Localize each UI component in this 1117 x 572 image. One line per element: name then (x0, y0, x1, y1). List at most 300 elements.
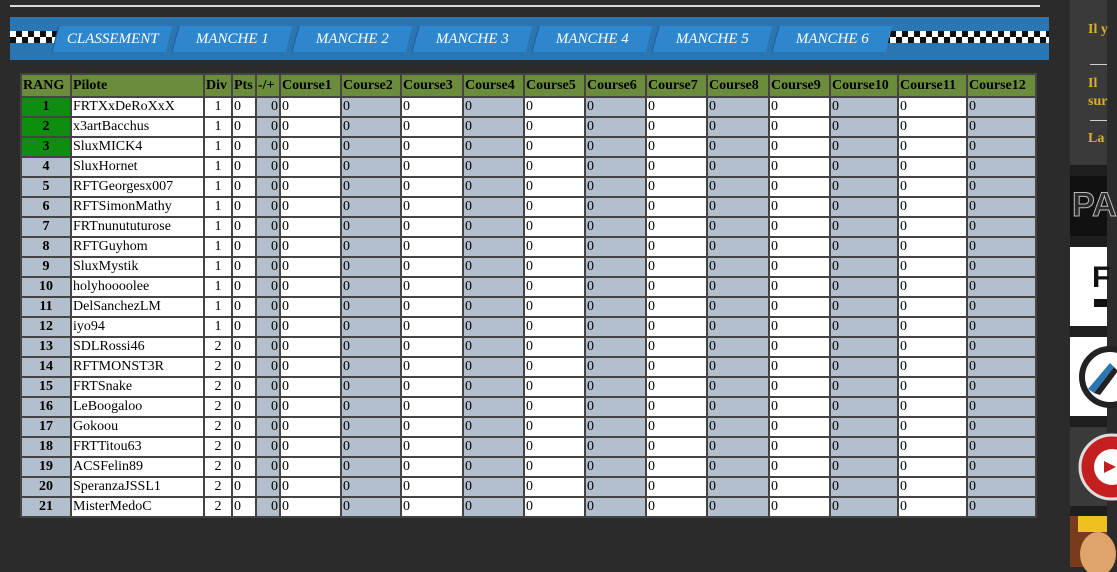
course-cell: 0 (830, 117, 898, 137)
pilot-cell: SluxMICK4 (71, 137, 204, 157)
course-cell: 0 (898, 257, 967, 277)
course-cell: 0 (341, 457, 401, 477)
course-cell: 0 (341, 177, 401, 197)
course-cell: 0 (524, 277, 585, 297)
course-cell: 0 (341, 117, 401, 137)
course-cell: 0 (707, 317, 769, 337)
checkered-flag-strip (10, 31, 60, 43)
course-cell: 0 (585, 477, 646, 497)
pilot-cell: SperanzaJSSL1 (71, 477, 204, 497)
table-row (21, 237, 1036, 257)
course-cell: 0 (524, 117, 585, 137)
course-cell: 0 (585, 357, 646, 377)
course-cell: 0 (341, 437, 401, 457)
diff-cell: 0 (256, 417, 280, 437)
course-cell: 0 (341, 277, 401, 297)
course-cell: 0 (830, 237, 898, 257)
course-cell: 0 (401, 277, 463, 297)
pilot-cell: RFTGeorgesx007 (71, 177, 204, 197)
column-header-course5: Course5 (524, 74, 585, 97)
course-cell: 0 (967, 257, 1036, 277)
points-cell: 0 (232, 177, 256, 197)
table-row (21, 297, 1036, 317)
diff-cell: 0 (256, 217, 280, 237)
course-cell: 0 (401, 457, 463, 477)
tab-manche-6[interactable] (772, 26, 893, 52)
course-cell: 0 (646, 257, 707, 277)
course-cell: 0 (463, 297, 524, 317)
course-cell: 0 (707, 157, 769, 177)
standings-table (20, 73, 1037, 518)
course-cell: 0 (401, 337, 463, 357)
course-cell: 0 (341, 257, 401, 277)
course-cell: 0 (341, 377, 401, 397)
course-cell: 0 (524, 197, 585, 217)
tab-label: MANCHE 1 (196, 30, 269, 47)
course-cell: 0 (769, 337, 830, 357)
column-header-course11: Course11 (898, 74, 967, 97)
course-cell: 0 (967, 337, 1036, 357)
points-cell: 0 (232, 457, 256, 477)
course-cell: 0 (707, 477, 769, 497)
course-cell: 0 (967, 377, 1036, 397)
course-cell: 0 (967, 457, 1036, 477)
diff-cell: 0 (256, 277, 280, 297)
course-cell: 0 (830, 97, 898, 117)
rank-cell: 12 (21, 317, 71, 337)
course-cell: 0 (524, 97, 585, 117)
course-cell: 0 (463, 377, 524, 397)
course-cell: 0 (524, 257, 585, 277)
table-row (21, 337, 1036, 357)
course-cell: 0 (769, 257, 830, 277)
column-header-course9: Course9 (769, 74, 830, 97)
division-cell: 2 (204, 377, 232, 397)
course-cell: 0 (463, 457, 524, 477)
news-line[interactable]: La (1088, 131, 1105, 146)
points-cell: 0 (232, 297, 256, 317)
course-cell: 0 (769, 417, 830, 437)
course-cell: 0 (967, 97, 1036, 117)
tab-manche-3[interactable] (412, 26, 533, 52)
course-cell: 0 (967, 197, 1036, 217)
rank-cell: 16 (21, 397, 71, 417)
points-cell: 0 (232, 437, 256, 457)
course-cell: 0 (769, 457, 830, 477)
course-cell: 0 (341, 97, 401, 117)
course-cell: 0 (463, 217, 524, 237)
tab-label: MANCHE 6 (796, 30, 869, 47)
course-cell: 0 (280, 417, 341, 437)
course-cell: 0 (585, 277, 646, 297)
course-cell: 0 (524, 437, 585, 457)
column-header-: -/+ (256, 74, 280, 97)
course-cell: 0 (646, 357, 707, 377)
partner-logo-text: F (1092, 261, 1111, 294)
course-cell: 0 (707, 297, 769, 317)
course-cell: 0 (585, 157, 646, 177)
table-row (21, 217, 1036, 237)
course-cell: 0 (401, 217, 463, 237)
course-cell: 0 (585, 297, 646, 317)
course-cell: 0 (646, 177, 707, 197)
diff-cell: 0 (256, 137, 280, 157)
course-cell: 0 (898, 497, 967, 517)
diff-cell: 0 (256, 477, 280, 497)
course-cell: 0 (524, 177, 585, 197)
partner-tile-dark[interactable] (1070, 176, 1117, 236)
course-cell: 0 (898, 237, 967, 257)
diff-cell: 0 (256, 397, 280, 417)
rank-cell: 1 (21, 97, 71, 117)
course-cell: 0 (463, 237, 524, 257)
course-cell: 0 (967, 177, 1036, 197)
course-cell: 0 (524, 237, 585, 257)
column-header-pilote: Pilote (71, 74, 204, 97)
points-cell: 0 (232, 217, 256, 237)
course-cell: 0 (524, 137, 585, 157)
course-cell: 0 (401, 97, 463, 117)
top-divider (10, 5, 1040, 7)
rank-cell: 18 (21, 437, 71, 457)
points-cell: 0 (232, 337, 256, 357)
tab-manche-2[interactable] (292, 26, 413, 52)
course-cell: 0 (280, 497, 341, 517)
column-header-course7: Course7 (646, 74, 707, 97)
pilot-cell: SluxHornet (71, 157, 204, 177)
course-cell: 0 (524, 317, 585, 337)
diff-cell: 0 (256, 297, 280, 317)
course-cell: 0 (463, 257, 524, 277)
table-row (21, 377, 1036, 397)
table-row (21, 317, 1036, 337)
checkered-flag-strip (884, 31, 1049, 43)
course-cell: 0 (707, 177, 769, 197)
table-row (21, 157, 1036, 177)
course-cell: 0 (898, 357, 967, 377)
pilot-cell: FRTnunututurose (71, 217, 204, 237)
course-cell: 0 (830, 397, 898, 417)
partner-tile-federation[interactable] (1070, 427, 1107, 506)
course-cell: 0 (280, 137, 341, 157)
course-cell: 0 (585, 377, 646, 397)
course-cell: 0 (341, 477, 401, 497)
course-cell: 0 (769, 137, 830, 157)
points-cell: 0 (232, 117, 256, 137)
points-cell: 0 (232, 197, 256, 217)
course-cell: 0 (341, 417, 401, 437)
rank-cell: 20 (21, 477, 71, 497)
division-cell: 2 (204, 497, 232, 517)
course-cell: 0 (707, 357, 769, 377)
division-cell: 1 (204, 157, 232, 177)
course-cell: 0 (707, 457, 769, 477)
course-cell: 0 (585, 177, 646, 197)
course-cell: 0 (585, 257, 646, 277)
course-cell: 0 (463, 197, 524, 217)
course-cell: 0 (463, 137, 524, 157)
badge-logo-icon (1070, 337, 1107, 416)
partner-logo-text: PA (1072, 186, 1117, 224)
course-cell: 0 (280, 217, 341, 237)
tab-label: MANCHE 2 (316, 30, 389, 47)
course-cell: 0 (967, 397, 1036, 417)
course-cell: 0 (707, 397, 769, 417)
course-cell: 0 (280, 457, 341, 477)
course-cell: 0 (585, 217, 646, 237)
division-cell: 2 (204, 477, 232, 497)
division-cell: 1 (204, 317, 232, 337)
tab-classement[interactable] (52, 26, 173, 52)
course-cell: 0 (341, 137, 401, 157)
course-cell: 0 (830, 377, 898, 397)
course-cell: 0 (830, 497, 898, 517)
course-cell: 0 (280, 337, 341, 357)
points-cell: 0 (232, 317, 256, 337)
division-cell: 1 (204, 237, 232, 257)
news-line[interactable]: sur (1088, 94, 1108, 109)
course-cell: 0 (401, 137, 463, 157)
course-cell: 0 (769, 497, 830, 517)
course-cell: 0 (585, 337, 646, 357)
course-cell: 0 (830, 357, 898, 377)
course-cell: 0 (585, 497, 646, 517)
course-cell: 0 (830, 217, 898, 237)
course-cell: 0 (769, 317, 830, 337)
table-row (21, 477, 1036, 497)
course-cell: 0 (280, 157, 341, 177)
course-cell: 0 (341, 237, 401, 257)
round-nav-bar (10, 17, 1049, 60)
course-cell: 0 (280, 197, 341, 217)
course-cell: 0 (769, 377, 830, 397)
table-header-row (21, 74, 1036, 97)
course-cell: 0 (585, 417, 646, 437)
course-cell: 0 (646, 117, 707, 137)
course-cell: 0 (898, 437, 967, 457)
course-cell: 0 (341, 337, 401, 357)
course-cell: 0 (830, 477, 898, 497)
course-cell: 0 (585, 117, 646, 137)
table-row (21, 277, 1036, 297)
course-cell: 0 (707, 117, 769, 137)
rank-cell: 7 (21, 217, 71, 237)
rank-cell: 14 (21, 357, 71, 377)
rank-cell: 6 (21, 197, 71, 217)
course-cell: 0 (585, 457, 646, 477)
course-cell: 0 (898, 217, 967, 237)
division-cell: 1 (204, 177, 232, 197)
column-header-course10: Course10 (830, 74, 898, 97)
course-cell: 0 (967, 217, 1036, 237)
course-cell: 0 (341, 317, 401, 337)
course-cell: 0 (463, 417, 524, 437)
course-cell: 0 (898, 377, 967, 397)
course-cell: 0 (401, 397, 463, 417)
course-cell: 0 (341, 197, 401, 217)
division-cell: 1 (204, 117, 232, 137)
rank-cell: 9 (21, 257, 71, 277)
pilot-cell: MisterMedoC (71, 497, 204, 517)
division-cell: 2 (204, 437, 232, 457)
course-cell: 0 (769, 177, 830, 197)
course-cell: 0 (769, 157, 830, 177)
course-cell: 0 (707, 257, 769, 277)
course-cell: 0 (463, 357, 524, 377)
course-cell: 0 (967, 297, 1036, 317)
course-cell: 0 (967, 357, 1036, 377)
federation-logo-icon (1070, 427, 1107, 506)
course-cell: 0 (280, 177, 341, 197)
course-cell: 0 (967, 277, 1036, 297)
course-cell: 0 (401, 237, 463, 257)
course-cell: 0 (463, 157, 524, 177)
partner-tile-badge[interactable] (1070, 337, 1107, 416)
course-cell: 0 (707, 217, 769, 237)
course-cell: 0 (707, 417, 769, 437)
column-header-rang: RANG (21, 74, 71, 97)
course-cell: 0 (830, 317, 898, 337)
pilot-cell: RFTMONST3R (71, 357, 204, 377)
course-cell: 0 (898, 97, 967, 117)
tab-manche-5[interactable] (652, 26, 773, 52)
course-cell: 0 (707, 437, 769, 457)
rank-cell: 11 (21, 297, 71, 317)
partner-tile-photo[interactable] (1070, 516, 1107, 567)
course-cell: 0 (401, 317, 463, 337)
course-cell: 0 (898, 177, 967, 197)
course-cell: 0 (341, 297, 401, 317)
course-cell: 0 (524, 497, 585, 517)
course-cell: 0 (898, 337, 967, 357)
rank-cell: 10 (21, 277, 71, 297)
course-cell: 0 (830, 457, 898, 477)
points-cell: 0 (232, 397, 256, 417)
course-cell: 0 (707, 377, 769, 397)
course-cell: 0 (401, 377, 463, 397)
rank-cell: 8 (21, 237, 71, 257)
course-cell: 0 (646, 297, 707, 317)
news-line[interactable]: Il (1088, 76, 1098, 91)
course-cell: 0 (769, 357, 830, 377)
course-cell: 0 (646, 217, 707, 237)
pilot-cell: iyo94 (71, 317, 204, 337)
points-cell: 0 (232, 237, 256, 257)
tab-manche-1[interactable] (172, 26, 293, 52)
course-cell: 0 (585, 97, 646, 117)
table-row (21, 257, 1036, 277)
pilot-cell: RFTSimonMathy (71, 197, 204, 217)
course-cell: 0 (967, 157, 1036, 177)
course-cell: 0 (769, 97, 830, 117)
course-cell: 0 (707, 337, 769, 357)
course-cell: 0 (280, 237, 341, 257)
course-cell: 0 (646, 497, 707, 517)
course-cell: 0 (898, 117, 967, 137)
pilot-cell: DelSanchezLM (71, 297, 204, 317)
division-cell: 2 (204, 457, 232, 477)
pilot-cell: FRTTitou63 (71, 437, 204, 457)
course-cell: 0 (463, 337, 524, 357)
course-cell: 0 (401, 437, 463, 457)
points-cell: 0 (232, 377, 256, 397)
rank-cell: 17 (21, 417, 71, 437)
news-separator (1090, 120, 1107, 121)
course-cell: 0 (401, 157, 463, 177)
news-line[interactable]: Il y (1088, 22, 1108, 37)
course-cell: 0 (769, 197, 830, 217)
course-cell: 0 (769, 437, 830, 457)
course-cell: 0 (524, 417, 585, 437)
course-cell: 0 (401, 297, 463, 317)
diff-cell: 0 (256, 377, 280, 397)
table-row (21, 97, 1036, 117)
course-cell: 0 (585, 197, 646, 217)
course-cell: 0 (646, 397, 707, 417)
column-header-course12: Course12 (967, 74, 1036, 97)
tab-manche-4[interactable] (532, 26, 653, 52)
course-cell: 0 (341, 217, 401, 237)
division-cell: 1 (204, 277, 232, 297)
partner-tile-light[interactable] (1070, 247, 1111, 326)
column-header-pts: Pts (232, 74, 256, 97)
course-cell: 0 (585, 137, 646, 157)
points-cell: 0 (232, 357, 256, 377)
course-cell: 0 (898, 457, 967, 477)
course-cell: 0 (280, 377, 341, 397)
course-cell: 0 (280, 397, 341, 417)
course-cell: 0 (401, 417, 463, 437)
table-row (21, 497, 1036, 517)
course-cell: 0 (646, 457, 707, 477)
table-row (21, 417, 1036, 437)
pilot-cell: FRTXxDeRoXxX (71, 97, 204, 117)
column-header-course3: Course3 (401, 74, 463, 97)
course-cell: 0 (646, 157, 707, 177)
diff-cell: 0 (256, 237, 280, 257)
course-cell: 0 (967, 137, 1036, 157)
course-cell: 0 (463, 117, 524, 137)
course-cell: 0 (524, 337, 585, 357)
course-cell: 0 (646, 417, 707, 437)
course-cell: 0 (463, 437, 524, 457)
column-header-course2: Course2 (341, 74, 401, 97)
course-cell: 0 (524, 217, 585, 237)
diff-cell: 0 (256, 257, 280, 277)
table-row (21, 117, 1036, 137)
table-row (21, 137, 1036, 157)
course-cell: 0 (707, 137, 769, 157)
course-cell: 0 (280, 257, 341, 277)
course-cell: 0 (830, 297, 898, 317)
course-cell: 0 (524, 397, 585, 417)
course-cell: 0 (967, 437, 1036, 457)
course-cell: 0 (401, 257, 463, 277)
division-cell: 1 (204, 217, 232, 237)
course-cell: 0 (524, 377, 585, 397)
rank-cell: 13 (21, 337, 71, 357)
course-cell: 0 (524, 297, 585, 317)
division-cell: 2 (204, 417, 232, 437)
division-cell: 1 (204, 97, 232, 117)
course-cell: 0 (401, 497, 463, 517)
pilot-cell: holyhoooolee (71, 277, 204, 297)
column-header-course8: Course8 (707, 74, 769, 97)
course-cell: 0 (898, 297, 967, 317)
course-cell: 0 (341, 157, 401, 177)
course-cell: 0 (769, 297, 830, 317)
course-cell: 0 (707, 497, 769, 517)
